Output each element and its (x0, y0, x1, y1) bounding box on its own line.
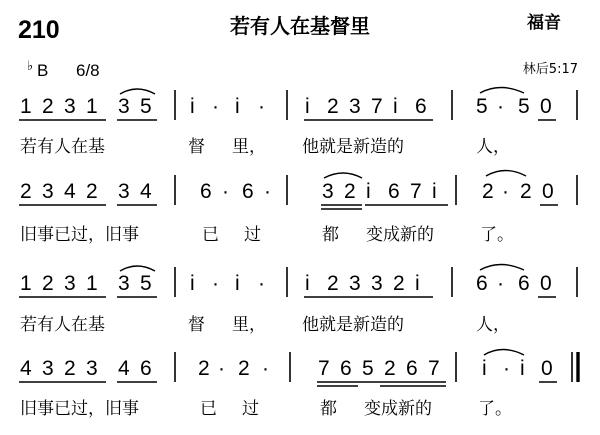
note: 4 (118, 357, 130, 380)
note: 6 (242, 180, 254, 203)
note: 7 (428, 357, 440, 380)
note: 6 (406, 357, 418, 380)
tie-arc (484, 350, 524, 356)
note: i (235, 95, 240, 118)
note: · (218, 357, 225, 380)
note: 2 (384, 357, 396, 380)
time-signature: 6/8 (76, 61, 100, 80)
note: i (235, 272, 240, 295)
note: 2 (482, 180, 494, 203)
lyric: 他就是新造的 (302, 315, 404, 335)
note: 1 (86, 95, 98, 118)
hymn-title: 若有人在基督里 (230, 14, 370, 38)
note: 2 (42, 272, 54, 295)
note: · (497, 272, 504, 295)
note: 3 (64, 272, 76, 295)
note: · (503, 357, 510, 380)
lyric: 督 (188, 137, 205, 157)
lyric: 过 (244, 225, 261, 245)
note: · (212, 272, 219, 295)
note: 2 (327, 95, 339, 118)
lyric: 都 (322, 225, 339, 245)
lyric: 旧事已过，旧事 (20, 225, 139, 245)
note: i (393, 95, 398, 118)
note: 5 (140, 272, 152, 295)
note: · (264, 180, 271, 203)
note: 6 (340, 357, 352, 380)
note: 3 (42, 357, 54, 380)
note: 5 (140, 95, 152, 118)
lyric: 他就是新造的 (302, 137, 404, 157)
note: 1 (86, 272, 98, 295)
lyric: 旧事已过，旧事 (20, 399, 139, 419)
note: 0 (540, 95, 552, 118)
note: 3 (118, 272, 130, 295)
music-system (19, 88, 577, 158)
lyric: 已 (200, 399, 217, 419)
tie-arc (486, 171, 526, 177)
note: 5 (362, 357, 374, 380)
lyric: 了。 (480, 225, 514, 245)
note: 2 (198, 357, 210, 380)
note: 1 (20, 95, 32, 118)
note: i (190, 272, 195, 295)
lyric: 变成新的 (364, 399, 432, 419)
note: i (415, 272, 420, 295)
lyric: 了。 (478, 399, 512, 419)
lyric: 若有人在基 (20, 137, 105, 157)
note: · (258, 272, 265, 295)
note: i (482, 357, 487, 380)
note: 4 (140, 180, 152, 203)
hymn-number: 210 (18, 16, 60, 44)
note: 2 (64, 357, 76, 380)
note: 2 (20, 180, 32, 203)
lyric: 里， (232, 315, 266, 335)
note: · (262, 357, 269, 380)
note: i (520, 357, 525, 380)
note: i (190, 95, 195, 118)
key-signature: B (37, 61, 49, 80)
note: 6 (518, 272, 530, 295)
lyric: 督 (188, 315, 205, 335)
note: 3 (371, 272, 383, 295)
note: 3 (118, 180, 130, 203)
note: 2 (238, 357, 250, 380)
note: 3 (118, 95, 130, 118)
note: 6 (140, 357, 152, 380)
note: 6 (415, 95, 427, 118)
note: · (258, 95, 265, 118)
note: 6 (476, 272, 488, 295)
note: 4 (64, 180, 76, 203)
lyric: 过 (242, 399, 259, 419)
note: 3 (322, 180, 334, 203)
scripture-reference: 林后5:17 (522, 62, 578, 77)
tie-arc (120, 89, 155, 94)
key-flat-sign: ♭ (27, 58, 34, 73)
music-system (19, 265, 577, 336)
note: i (305, 95, 310, 118)
note: 5 (476, 95, 488, 118)
note: 1 (20, 272, 32, 295)
note: 3 (349, 272, 361, 295)
note: 0 (542, 180, 554, 203)
note: · (222, 180, 229, 203)
note: 6 (200, 180, 212, 203)
note: 3 (42, 180, 54, 203)
tie-arc (480, 88, 524, 94)
note: 7 (318, 357, 330, 380)
lyric: 都 (320, 399, 337, 419)
note: · (502, 180, 509, 203)
note: i (305, 272, 310, 295)
note: · (497, 95, 504, 118)
note: 5 (518, 95, 530, 118)
note: 4 (20, 357, 32, 380)
lyric: 若有人在基 (20, 315, 105, 335)
music-system (19, 171, 577, 246)
note: i (366, 180, 371, 203)
lyric: 变成新的 (366, 225, 434, 245)
lyric: 人， (476, 315, 510, 335)
note: i (432, 180, 437, 203)
note: 2 (327, 272, 339, 295)
note: 7 (410, 180, 422, 203)
hymn-category: 福音 (527, 13, 561, 33)
lyric: 已 (202, 225, 219, 245)
note: 2 (86, 180, 98, 203)
tie-arc (324, 173, 362, 178)
note: 3 (86, 357, 98, 380)
lyric: 里， (232, 137, 266, 157)
lyric: 人， (476, 137, 510, 157)
music-system (19, 350, 578, 420)
note: 2 (344, 180, 356, 203)
note: 2 (520, 180, 532, 203)
note: · (212, 95, 219, 118)
note: 3 (349, 95, 361, 118)
note: 2 (42, 95, 54, 118)
tie-arc (480, 265, 524, 271)
note: 7 (371, 95, 383, 118)
note: 2 (393, 272, 405, 295)
note: 0 (540, 272, 552, 295)
note: 6 (388, 180, 400, 203)
note: 0 (541, 357, 553, 380)
tie-arc (120, 266, 155, 271)
note: 3 (64, 95, 76, 118)
